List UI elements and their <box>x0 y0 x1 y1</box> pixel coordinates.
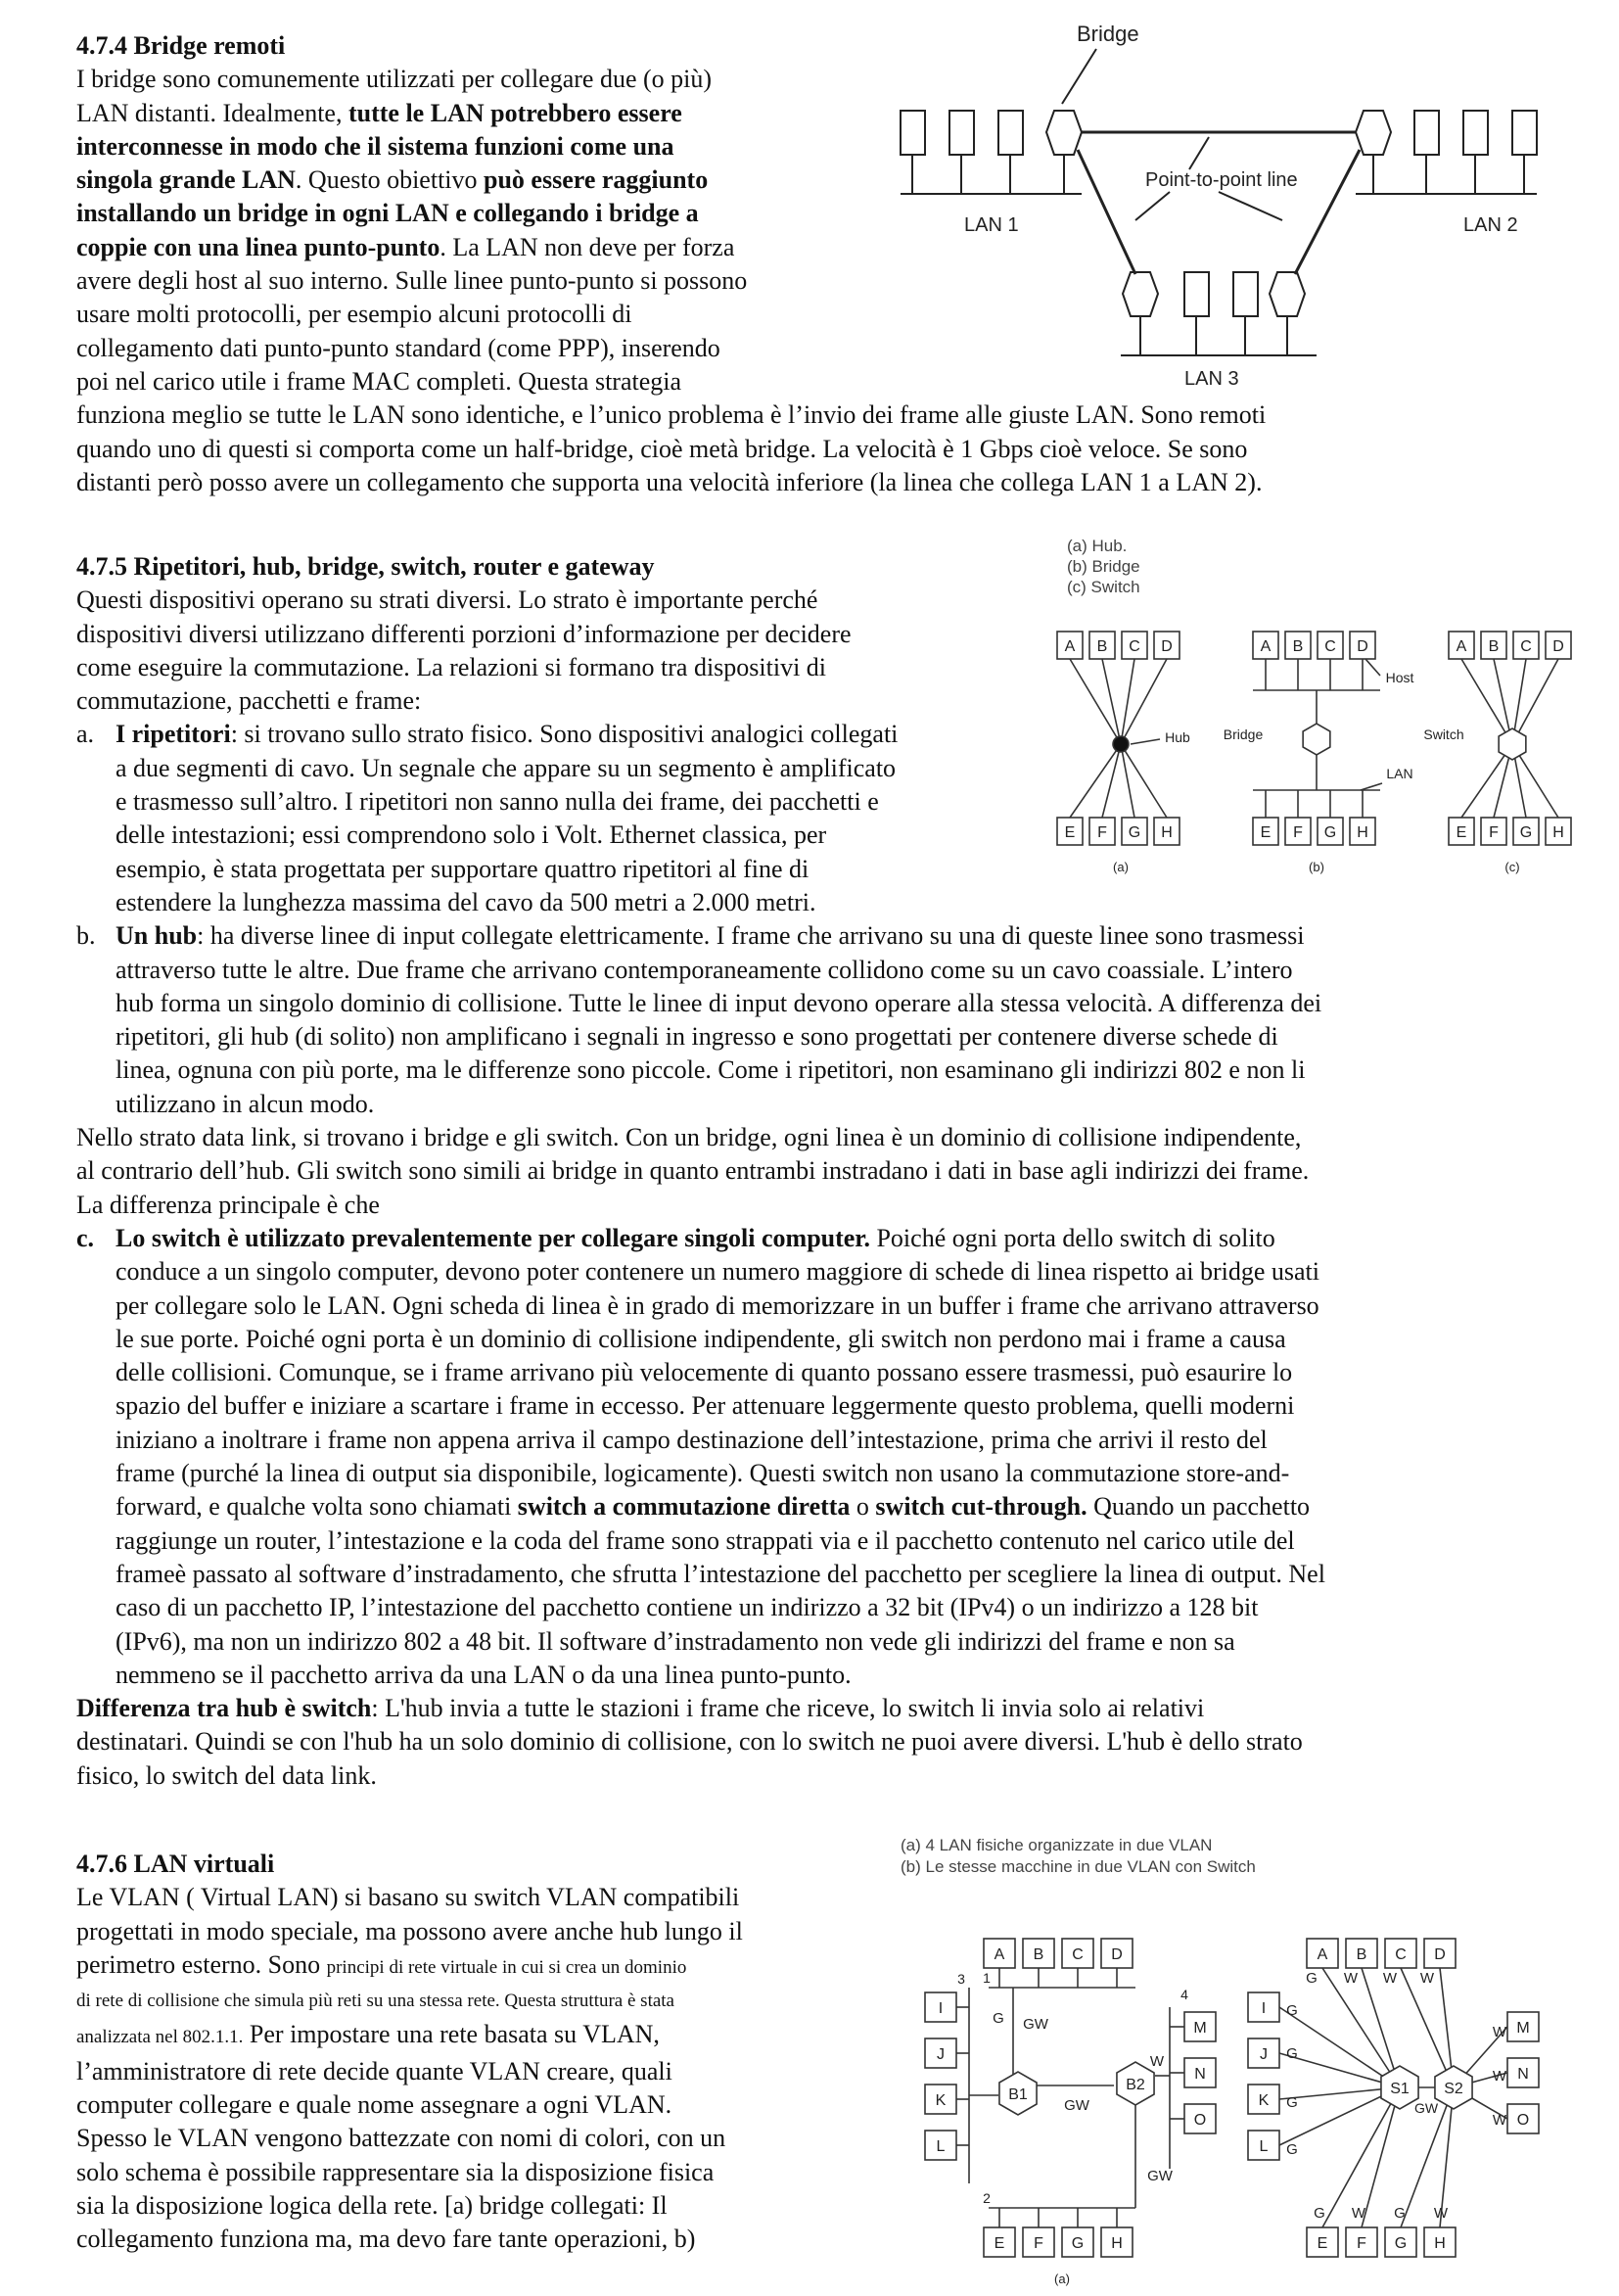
label-hub: Hub <box>1165 729 1190 745</box>
link <box>1070 744 1121 818</box>
host-box-a-label: A <box>1260 638 1272 655</box>
bridge-lan3-left <box>1123 272 1158 316</box>
label-b2: B2 <box>1126 2077 1145 2093</box>
text-line: analizzata nel 802.1.1. Per impostare una rete basata su VLAN, <box>76 2020 660 2049</box>
caption-1: (b) <box>1309 860 1324 874</box>
link <box>1461 659 1512 744</box>
host-box-a-label: A <box>1456 638 1467 655</box>
label-b1: B1 <box>1008 2086 1028 2103</box>
vlan-box-f-label: F <box>1357 2235 1366 2252</box>
text-line: destinatari. Quindi se con l'hub ha un solo dominio di collisione, con lo switch ne puoi avere diversi. L'hub è dello strato <box>76 1727 1303 1757</box>
lan1-hosts <box>901 111 1023 194</box>
host-box-c-label: C <box>1520 638 1532 655</box>
host-box-f-label: F <box>1097 824 1107 841</box>
host-box-g-label: G <box>1519 824 1533 841</box>
list-item-c: c. Lo switch è utilizzato prevalentemente per collegare singoli computer. Poiché ogni porta dello switch di solito conduce a un singolo computer, devono poter contenere un numero maggiore di schede di linea rispetto ai bridge usati per collegare solo le LAN. Ogni scheda di linea è in grado di memorizzare in un buffer i frame che arrivano attraverso le sue porte. Poiché ogni porta è un dominio di collisione indipendente, gli switch non perdono mai i frame a causa delle collisioni. Comunque, se i frame arrivano più velocemente di quanto possano essere trasmessi, può esaurire lo spazio del buffer e iniziare a scartare i frame in eccesso. Per attenuare leggermente questo problema, quelli moderni iniziano a inoltrare i frame non appena arriva il campo destinazione dell’intestazione, prima che arrivi il resto del frame (purché la linea di output sia disponibile, logicamente). Questi switch non usano la commutazione store-and- forward, e qualche volta sono chiamati switch a commutazione diretta o switch cut-through. Quando un pacchetto raggiunge un router, l’intestazione e la coda del frame sono strappati via e il pacchetto contenuto nel carico utile del frameè passato al software d’instradamento, che sfrutta l’intestazione del pacchetto per scegliere la linea di output. Nel caso di un pacchetto IP, l’intestazione del pacchetto contiene un indirizzo a 32 bit (IPv4) o un indirizzo a 128 bit (IPv6), ma non un indirizzo 802 a 48 bit. Il software d’instradamento non vede gli indirizzi del frame e non sa nemmeno se il pacchetto arriva da una LAN o da una linea punto-punto. <box>76 1223 1325 1689</box>
label-gw-s: GW <box>1413 2100 1439 2116</box>
host-box-g-label: G <box>1323 824 1337 841</box>
vlan-box-a-label: A <box>994 1946 1005 1963</box>
label-3: 3 <box>957 1971 965 1987</box>
vlan-box-c-label: C <box>1072 1946 1084 1963</box>
bridge-lan1 <box>1046 111 1082 155</box>
label-gw-3: GW <box>1147 2168 1173 2184</box>
text-line: installando un bridge in ogni LAN e collegando i bridge a <box>76 199 699 228</box>
text-line: poi nel carico utile i frame MAC completi. Questa strategia <box>76 366 682 396</box>
text-line: di rete di collisione che simula più reti su una stessa rete. Questa struttura è stata <box>76 1991 674 2012</box>
label-s2: S2 <box>1444 2081 1463 2097</box>
switch-node <box>1499 728 1526 760</box>
legend-bridge: (b) Bridge <box>1067 557 1140 576</box>
host-box-h-label: H <box>1357 824 1368 841</box>
vlan-box-i-label: I <box>938 2000 944 2017</box>
text-line: l’amministratore di rete decide quante VLAN creare, quali <box>76 2056 672 2085</box>
text-line: distanti però posso avere un collegamento che supporta una velocità inferiore (la linea che collega LAN 1 a LAN 2). <box>76 467 1263 496</box>
heading-4-7-5: 4.7.5 Ripetitori, hub, bridge, switch, router e gateway <box>76 552 655 581</box>
caption-vlan-a: (a) <box>1054 2272 1070 2286</box>
host-box-c-label: C <box>1129 638 1140 655</box>
host-box-d-label: D <box>1357 638 1368 655</box>
host-box-f-label: F <box>1489 824 1499 841</box>
vlan-box-l-label: L <box>936 2138 946 2155</box>
text-line: Le VLAN ( Virtual LAN) si basano su switch VLAN compatibili <box>76 1883 740 1912</box>
vlan-box-e-label: E <box>994 2235 1005 2252</box>
remote-bridge-figure <box>886 18 1551 390</box>
vlan-box-h-label: H <box>1111 2235 1123 2252</box>
host-box-h-label: H <box>1161 824 1173 841</box>
host-box-d-label: D <box>1161 638 1173 655</box>
bridge-lan2 <box>1356 111 1391 155</box>
vlan-color-label-13: G <box>1394 2205 1406 2222</box>
vlan-box-d-label: D <box>1111 1946 1123 1963</box>
hub-bridge-switch-figure <box>1047 534 1605 881</box>
text-line: collegamento funziona ma, ma devo fare tante operazioni, b) <box>76 2225 696 2254</box>
vlan-box-l-label: L <box>1259 2138 1269 2155</box>
text-line: computer collegare e quale nome assegnare a ogni VLAN. <box>76 2090 672 2120</box>
section-4-7-6 <box>76 1848 879 2257</box>
lan3-hosts <box>1184 272 1258 355</box>
text-line: al contrario dell’hub. Gli switch sono simili ai bridge in quanto entrambi instradano i dati in base agli indirizzi dei frame. <box>76 1156 1310 1186</box>
vlan-box-c-label: C <box>1395 1946 1407 1963</box>
label-lan: LAN <box>1386 766 1413 781</box>
bridge-lan3-right <box>1270 272 1305 316</box>
callout <box>1365 659 1380 676</box>
vlan-figure <box>891 1831 1596 2291</box>
vlan-color-label-12: W <box>1351 2205 1366 2222</box>
text-line: collegamento dati punto-punto standard (come PPP), inserendo <box>76 333 720 362</box>
label-g-1: G <box>993 2010 1004 2027</box>
label-4: 4 <box>1180 1987 1188 2002</box>
caption-2: (c) <box>1504 860 1520 874</box>
vlan-color-label-5: G <box>1286 2045 1298 2062</box>
link <box>1102 744 1121 818</box>
label-ptp-line: Point-to-point line <box>1145 169 1298 191</box>
label-lan3: LAN 3 <box>1184 368 1239 390</box>
vlan-color-label-7: G <box>1286 2141 1298 2158</box>
text-line: usare molti protocolli, per esempio alcuni protocolli di <box>76 300 632 329</box>
host-box-f-label: F <box>1293 824 1303 841</box>
vlan-box-m-label: M <box>1516 2020 1530 2037</box>
text-line: Nello strato data link, si trovano i bridge e gli switch. Con un bridge, ogni linea è un dominio di collisione indipendente, <box>76 1123 1302 1152</box>
vlan-box-d-label: D <box>1434 1946 1446 1963</box>
text-line: coppie con una linea punto-punto. La LAN non deve per forza <box>76 232 735 261</box>
vlan-box-n-label: N <box>1194 2066 1206 2083</box>
text-line: dispositivi diversi utilizzano differenti porzioni d’informazione per decidere <box>76 619 852 648</box>
label-w-1: W <box>1149 2053 1165 2070</box>
vlan-box-k-label: K <box>935 2092 947 2109</box>
vlan-box-j-label: J <box>937 2046 945 2063</box>
callout <box>1361 783 1382 790</box>
vlan-color-label-0: G <box>1306 1970 1318 1987</box>
label-s1: S1 <box>1390 2081 1410 2097</box>
bridge-node <box>1303 724 1330 755</box>
text-line: progettati in modo speciale, ma possono avere anche hub lungo il <box>76 1916 743 1945</box>
vlan-color-label-14: W <box>1433 2205 1449 2222</box>
vlan-box-i-label: I <box>1261 2000 1267 2017</box>
label-bridge: Bridge <box>1223 726 1264 742</box>
label-lan2: LAN 2 <box>1463 214 1518 236</box>
text-line: sia la disposizione logica della rete. [a) bridge collegati: Il <box>76 2190 668 2220</box>
hub-node <box>1113 736 1129 752</box>
host-box-e-label: E <box>1456 824 1467 841</box>
vlan-color-label-1: W <box>1343 1970 1359 1987</box>
vlan-color-label-2: W <box>1382 1970 1398 1987</box>
list-item-a: a. I ripetitori: si trovano sullo strato fisico. Sono dispositivi analogici collegati a due segmenti di cavo. Un segnale che appare su un segmento è amplificato e trasmesso sull’altro. I ripetitori non sanno nulla dei frame, dei pacchetti e delle intestazioni; essi comprendono solo i Volt. Ethernet classica, per esempio, è stata progettata per supportare quattro ripetitori al fine di estendere la lunghezza massima del cavo da 500 metri a 2.000 metri. <box>76 720 899 916</box>
legend-hub: (a) Hub. <box>1067 537 1128 555</box>
text-line: commutazione, pacchetti e frame: <box>76 686 422 716</box>
text-line: avere degli host al suo interno. Sulle linee punto-punto si possono <box>76 266 748 296</box>
text-line: LAN distanti. Idealmente, tutte le LAN potrebbero essere <box>76 98 682 127</box>
vlan-color-label-11: G <box>1314 2205 1325 2222</box>
vlan-box-b-label: B <box>1356 1946 1367 1963</box>
text-line: Questi dispositivi operano su strati diversi. Lo strato è importante perché <box>76 586 818 615</box>
label-gw-1: GW <box>1023 2016 1048 2033</box>
vlan-color-label-8: W <box>1492 2024 1507 2040</box>
heading-4-7-6: 4.7.6 LAN virtuali <box>76 1850 275 1878</box>
label-gw-2: GW <box>1064 2097 1089 2114</box>
vlan-box-j-label: J <box>1260 2046 1268 2063</box>
link <box>1070 659 1121 744</box>
legend-switch: (c) Switch <box>1067 578 1140 596</box>
vlan-color-label-6: G <box>1286 2094 1298 2111</box>
text-line: come eseguire la commutazione. La relazioni si formano tra dispositivi di <box>76 652 827 681</box>
caption-0: (a) <box>1113 860 1129 874</box>
link <box>1102 659 1121 744</box>
text-line: interconnesse in modo che il sistema funzioni come una <box>76 131 674 161</box>
label-lan1: LAN 1 <box>964 214 1019 236</box>
label-switch: Switch <box>1423 726 1464 742</box>
host-box-e-label: E <box>1260 824 1272 841</box>
vlan-color-label-4: G <box>1286 2002 1298 2019</box>
label-1: 1 <box>983 1970 991 1986</box>
vlan-box-a-label: A <box>1317 1946 1328 1963</box>
text-line: singola grande LAN. Questo obiettivo può essere raggiunto <box>76 165 709 195</box>
label-2: 2 <box>983 2190 991 2206</box>
list-item-b: b. Un hub: ha diverse linee di input collegate elettricamente. I frame che arrivano su una di queste linee sono trasmessi attraverso tutte le altre. Due frame che arrivano contemporaneamente collidono come su un cavo coassiale. L’intero hub forma un singolo dominio di collisione. Tutte le linee di input devono operare alla stessa velocità. A differenza dei ripetitori, gli hub (di solito) non amplificano i segnali in ingresso e sono progettati per contenere diverse schede di linea, ognuna con più porte, ma le differenze sono piccole. Come i ripetitori, non esaminano gli indirizzi 802 e non li utilizzano in alcun modo. <box>76 921 1322 1118</box>
vlan-box-e-label: E <box>1317 2235 1328 2252</box>
vlan-box-k-label: K <box>1258 2092 1270 2109</box>
legend-vlan-a: (a) 4 LAN fisiche organizzate in due VLAN <box>901 1836 1213 1854</box>
host-box-c-label: C <box>1324 638 1336 655</box>
host-box-g-label: G <box>1128 824 1141 841</box>
label-host: Host <box>1385 670 1414 685</box>
text-line: perimetro esterno. Sono principi di rete virtuale in cui si crea un dominio <box>76 1949 687 1979</box>
text-line: solo schema è possibile rappresentare sia la disposizione fisica <box>76 2157 715 2186</box>
text-line: La differenza principale è che <box>76 1190 380 1219</box>
text-line: Differenza tra hub è switch: L'hub invia a tutte le stazioni i frame che riceve, lo switch li invia solo ai relativi <box>76 1694 1205 1723</box>
vlan-box-h-label: H <box>1434 2235 1446 2252</box>
vlan-box-n-label: N <box>1517 2066 1529 2083</box>
legend-vlan-b: (b) Le stesse macchine in due VLAN con Switch <box>901 1857 1256 1876</box>
host-box-e-label: E <box>1064 824 1076 841</box>
vlan-box-m-label: M <box>1193 2020 1207 2037</box>
text-line: I bridge sono comunemente utilizzati per collegare due (o più) <box>76 65 713 94</box>
text-line: fisico, lo switch del data link. <box>76 1760 377 1790</box>
vlan-box-o-label: O <box>1516 2112 1530 2129</box>
text-line: funziona meglio se tutte le LAN sono identiche, e l’unico problema è l’invio dei frame alle giuste LAN. Sono remoti <box>76 400 1267 430</box>
host-box-h-label: H <box>1552 824 1564 841</box>
host-box-b-label: B <box>1292 638 1304 655</box>
text-line: quando uno di questi si comporta come un half-bridge, cioè metà bridge. La velocità è 1 Gbps cioè veloce. Se sono <box>76 434 1248 463</box>
heading-4-7-4: 4.7.4 Bridge remoti <box>76 31 286 60</box>
host-box-b-label: B <box>1096 638 1108 655</box>
vlan-box-b-label: B <box>1033 1946 1044 1963</box>
vlan-color-label-10: W <box>1492 2112 1507 2129</box>
text-line: Spesso le VLAN vengono battezzate con nomi di colori, con un <box>76 2124 726 2153</box>
vlan-box-g-label: G <box>1394 2235 1408 2252</box>
vlan-box-g-label: G <box>1071 2235 1085 2252</box>
host-box-a-label: A <box>1064 638 1076 655</box>
vlan-color-label-3: W <box>1419 1970 1435 1987</box>
vlan-box-f-label: F <box>1034 2235 1043 2252</box>
host-box-b-label: B <box>1488 638 1500 655</box>
vlan-box-o-label: O <box>1193 2112 1207 2129</box>
lan2-hosts <box>1414 111 1537 194</box>
label-bridge: Bridge <box>1077 22 1139 46</box>
host-box-d-label: D <box>1552 638 1564 655</box>
vlan-color-label-9: W <box>1492 2068 1507 2085</box>
callout <box>1131 739 1160 744</box>
